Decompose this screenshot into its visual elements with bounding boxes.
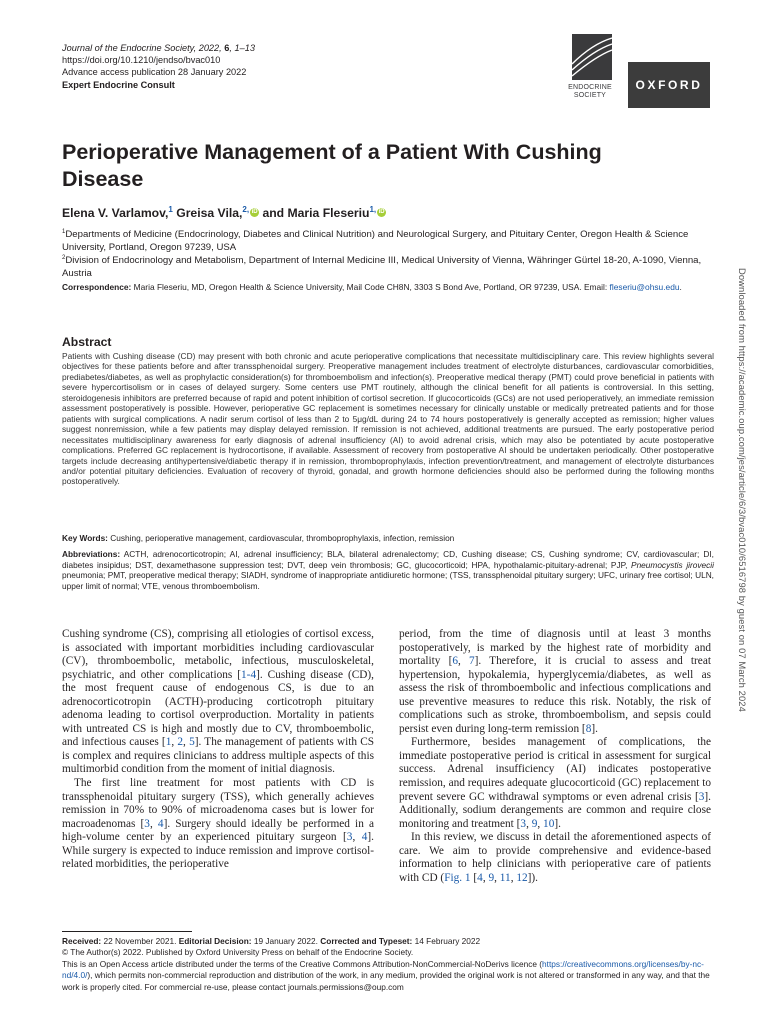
citation-link[interactable]: 7 (468, 655, 475, 668)
citation-link[interactable]: 10 (543, 817, 555, 830)
body-column-left (62, 628, 374, 872)
author-name[interactable]: Elena V. Varlamov, (62, 206, 169, 221)
publisher-logos (560, 34, 710, 120)
citation-link[interactable]: 3 (520, 817, 527, 830)
email-link[interactable]: fleseriu@ohsu.edu (609, 282, 680, 292)
journal-citation: Journal of the Endocrine Society, 2022, 6, 1–13 (62, 43, 255, 53)
citation-link[interactable]: 9 (531, 817, 538, 830)
citation-link[interactable]: 3 (144, 817, 150, 830)
citation-link[interactable]: 4 (157, 817, 164, 830)
journal-metadata (62, 42, 255, 91)
citation-link[interactable]: 3 (698, 790, 705, 803)
society-swoosh-icon (572, 34, 612, 80)
copyright: © The Author(s) 2022. Published by Oxford University Press on behalf of the Endocrine Society. (62, 947, 414, 958)
citation-link[interactable]: 12 (516, 871, 528, 884)
citation-link[interactable]: 4 (361, 831, 368, 844)
paragraph: Furthermore, besides management of complications, the immediate postoperative period is critical in assessment for surgical success. Adrenal insufficiency (AI) indicates postoperative remission, and requires adequate glucocorticoid (GC) replacement to prevent severe GC withdrawal symptoms or even adrenal crisis [3]. Additionally, sodium derangements are common and require close monitoring and treatment [3, 9, 10]. (399, 736, 711, 830)
doi-link[interactable]: https://doi.org/10.1210/jendso/bvac010 (62, 55, 221, 66)
paragraph: The first line treatment for most patients with CD is transsphenoidal pituitary surgery (TSS), which generally achieves remission in 70% to 90% of microadenoma cases but is lower for macroadenomas [3, 4]. Surgery should ideally be performed in a high-volume center by an experienced pituitary surgeon [3, 4]. While surgery is expected to induce remission and improve cortisol-related morbidities, the perioperative (62, 777, 375, 871)
abbreviations: Abbreviations: ACTH, adrenocorticotropin; AI, adrenal insufficiency; BLA, bilateral adrenalectomy; CD, Cushing disease; CS, Cushing syndrome; CV, cardiovascular; DI, diabetes insipidus; DST, dexamethasone suppression test; DVT, deep vein thrombosis; GC, glucocorticoid; HPA, hypothalamic-pituitary-adrenal; PJP, Pneumocystis jirovecii pneumonia; PMT, preoperative medical therapy; SIADH, syndrome of inappropriate antidiuretic hormone; (TSS, transsphenoidal pituitary surgery; UFC, urinary free cortisol; ULN, upper limit of normal; VTE, venous thromboembolism. (62, 549, 714, 591)
license-text: This is an Open Access article distributed under the terms of the Creative Commons Attribution-NonCommercial-NoDerivs licence (https://creativecommons.org/licenses/by-nc-nd/4.0/), which permits non-commercial reproduction and distribution of the work, in any medium, provided the original work is not altered or transformed in any way, and that the work is properly cited. For commercial re-use, please contact journals.permissions@oup.com (62, 958, 710, 992)
endocrine-society-logo-icon (572, 34, 612, 80)
citation-link[interactable]: 5 (189, 736, 195, 749)
orcid-icon[interactable]: iD (378, 209, 385, 216)
paragraph: period, from the time of diagnosis until at least 3 months postoperatively, is marked by the highest rate of morbidity and mortality [6, 7]. Therefore, it is crucial to assess and treat hypertension, hypokalemia, hyperglycemia/diabetes, as well as assess the risk of thromboembolic and infectious complications and use preventive measures to reduce this risk. Notably, the risk of complications such as stroke, thromboembolism, and sepsis could persist even during long-term remission [8]. (399, 628, 711, 735)
paragraph: Cushing syndrome (CS), comprising all etiologies of cortisol excess, is associated with important morbidities including cardiovascular (CV), thromboembolic, metabolic, infectious, musculoskeletal, psychiatric, and other complications [1-4]. Cushing disease (CD), the most frequent cause of endogenous CS, is due to an adrenocorticotropin (ACTH)-producing corticotroph pituitary adenoma leading to cortisol overproduction. Mortality in patients with untreated CS is high and mostly due to CV, thromboembolic, and infectious causes [1, 2, 5]. The management of patients with CS is complex and requires clinicians to address multiple aspects of this multimorbid condition from the moment of initial diagnosis. (62, 628, 375, 776)
citation-link[interactable]: 3 (346, 831, 353, 844)
affiliation-ref[interactable]: 2, (242, 205, 250, 214)
abstract-text: Patients with Cushing disease (CD) may present with both chronic and acute perioperative complications that necessitate multidisciplinary care. This review highlights several objectives for these patients before and after transsphenoidal surgery. Preoperative management includes treatment of electrolyte disturbances, cardiovascular comorbidities, prediabetes/diabetes, as well as prophylactic consideration(s) for thromboembolism and infection(s). Preoperative medical therapy (PMT) could prove beneficial in patients with severe hypercortisolism or in cases of delayed surgery. Some centers use PMT routinely, although the clinical benefit for all patients is controversial. In this setting, steroidogenesis inhibitors are preferred because of rapid and potent inhibition of cortisol secretion. If glucocorticoids (GCs) are not used perioperatively, an immediate remission assessment postoperatively is possible. However, perioperative GC replacement is sometimes necessary for clinically unstable or medically pretreated patients and for those patients with surgical complications. A nadir serum cortisol of less than 2 to 5μg/dL during 24 to 74 hours postoperatively is generally accepted as remission; higher values suggest nonremission, while a few patients may display delayed remission. If remission is not achieved, additional treatments are pursued. The early postoperative period necessitates multidisciplinary awareness for early diagnosis of adrenal insufficiency (AI) to avoid adrenal crisis, which may also be potentiated by acute postoperative complications. Preferred GC replacement is hydrocortisone, if available. Assessment of recovery from postoperative AI should be undertaken periodically. Other postoperative targets include decreasing antihypertensive/diabetic therapy if in remission, thromboprophylaxis, infection prevention/treatment, and management of electrolyte disturbances and/or potential pituitary deficiencies. Evaluation of recovery of thyroid, gonadal, and growth hormone deficiencies should also be performed during the following months postoperatively. (62, 351, 714, 487)
citation-link[interactable]: 4 (477, 871, 483, 884)
author-name[interactable]: Greisa Vila, (172, 206, 243, 221)
citation-link[interactable]: 2 (177, 736, 184, 749)
download-watermark: Downloaded from https://academic.oup.com/jes/article/6/3/bvac010/6516798 by guest on 07 March 2024 (737, 268, 748, 712)
affiliation-ref[interactable]: 1 (168, 205, 173, 214)
abstract-heading: Abstract (62, 335, 112, 349)
affiliation-2: $^2$Division of Endocrinology and Metabolism, Department of Internal Medicine III, Medical University of Vienna, Währinger Gürtel 18-20, A-1090, Vienna, Austria (62, 255, 702, 279)
correspondence: Correspondence: Maria Fleseriu, MD, Oregon Health & Science University, Mail Code CH8N, 3303 S Bond Ave, Portland, OR 97239, USA. Email: fleseriu@ohsu.edu. (62, 282, 682, 292)
license-link[interactable]: https://creativecommons.org/licenses/by-nc-nd/4.0/ (62, 958, 704, 981)
footer-divider (62, 931, 192, 932)
citation-link[interactable]: 1-4 (241, 668, 257, 681)
citation-link[interactable]: 6 (452, 655, 458, 668)
advance-access-date: Advance access publication 28 January 2022 (62, 67, 247, 78)
citation-link[interactable]: 1 (165, 736, 172, 749)
body-column-right (399, 628, 711, 885)
publication-dates: Received: 22 November 2021. Editorial Decision: 19 January 2022. Corrected and Typeset: 14 February 2022 (62, 936, 481, 946)
affiliation-ref[interactable]: 1, (369, 205, 377, 214)
paragraph: In this review, we discuss in detail the aforementioned aspects of care. We aim to provide comprehensive and evidence-based information to help clinicians with perioperative care of patients with CD (Fig. 1 [4, 9, 11, 12]). (399, 831, 711, 884)
citation-link[interactable]: 9 (488, 871, 495, 884)
publication-footer (62, 936, 714, 993)
affiliation-1: $^1$Departments of Medicine (Endocrinology, Diabetes and Clinical Nutrition) and Neurological Surgery, and Pituitary Center, Oregon Health & Science University, Portland, Oregon 97239, USA (62, 229, 689, 253)
oxford-logo: OXFORD (628, 62, 710, 108)
endocrine-society-wordmark: ENDOCRINE SOCIETY (568, 84, 612, 99)
article-title: Perioperative Management of a Patient With Cushing Disease (62, 140, 602, 191)
author-list (62, 205, 386, 220)
section-label: Expert Endocrine Consult (62, 79, 175, 90)
orcid-icon[interactable]: iD (251, 209, 258, 216)
citation-link[interactable]: 8 (585, 722, 592, 735)
author-name[interactable]: and Maria Fleseriu (259, 206, 370, 221)
keywords: Key Words: Cushing, perioperative management, cardiovascular, thromboprophylaxis, infection, remission (62, 533, 455, 543)
figure-link[interactable]: Fig. 1 (444, 871, 471, 884)
citation-link[interactable]: 11 (499, 871, 511, 884)
